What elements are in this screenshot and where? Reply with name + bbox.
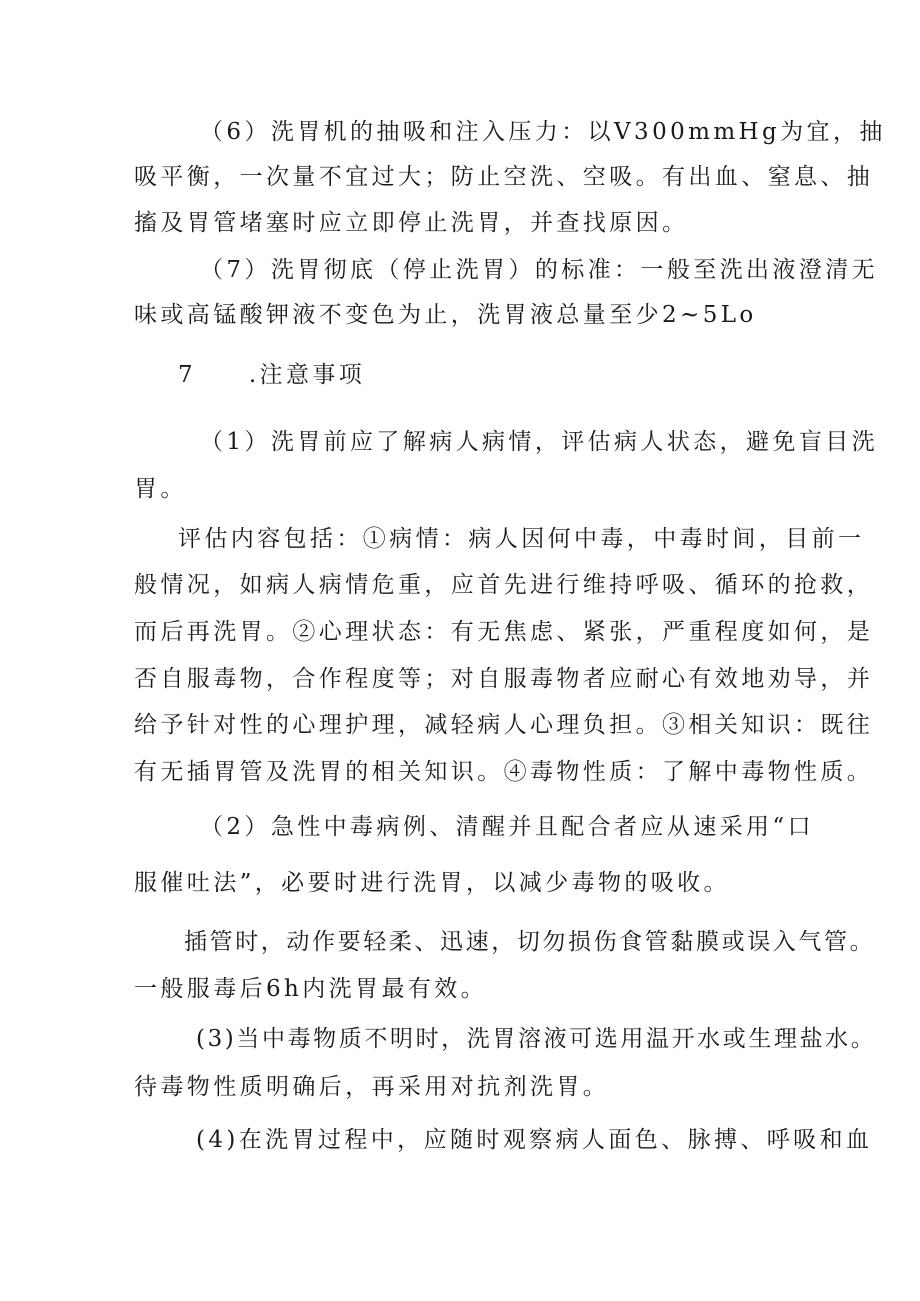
- text-line-20: 待毒物性质明确后，再采用对抗剂洗胃。: [134, 1074, 610, 1100]
- text-line-3: 搐及胃管堵塞时应立即停止洗胃，并查找原因。: [134, 210, 689, 236]
- text-line-14: 有无插胃管及洗胃的相关知识。④毒物性质：了解中毒物性质。: [134, 759, 874, 785]
- section-heading: 7 .注意事项: [178, 362, 366, 388]
- text-line-5: 味或高锰酸钾液不变色为止，洗胃液总量至少2~5Lo: [134, 302, 757, 328]
- text-line-11: 而后再洗胃。②心理状态：有无焦虑、紧张，严重程度如何，是: [134, 619, 874, 645]
- text-line-9: 评估内容包括：①病情：病人因何中毒，中毒时间，目前一: [178, 526, 865, 552]
- text-line-19: (3)当中毒物质不明时，洗胃溶液可选用温开水或生理盐水。: [196, 1026, 877, 1052]
- text-line-4: （7）洗胃彻底（停止洗胃）的标准：一般至洗出液澄清无: [200, 257, 879, 283]
- text-line-8: 胃。: [134, 476, 187, 502]
- text-line-18: 一般服毒后6h内洗胃最有效。: [134, 976, 488, 1002]
- text-line-7: （1）洗胃前应了解病人病情，评估病人状态，避免盲目洗: [200, 429, 879, 455]
- text-line-1: （6）洗胃机的抽吸和注入压力：以V300mmHg为宜，抽: [200, 119, 886, 145]
- text-line-16: 服催吐法”，必要时进行洗胃，以减少毒物的吸收。: [134, 870, 730, 896]
- text-line-15: （2）急性中毒病例、清醒并且配合者应从速采用“口: [200, 814, 814, 840]
- text-line-21: (4)在洗胃过程中，应随时观察病人面色、脉搏、呼吸和血: [196, 1127, 873, 1153]
- text-line-17: 插管时，动作要轻柔、迅速，切勿损伤食管黏膜或误入气管。: [184, 929, 876, 955]
- text-line-10: 般情况，如病人病情危重，应首先进行维持呼吸、循环的抢救，: [134, 572, 874, 598]
- text-line-13: 给予针对性的心理护理，减轻病人心理负担。③相关知识：既往: [134, 712, 874, 738]
- text-line-12: 否自服毒物，合作程度等；对自服毒物者应耐心有效地劝导，并: [134, 666, 874, 692]
- text-line-2: 吸平衡，一次量不宜过大；防止空洗、空吸。有出血、窒息、抽: [134, 164, 874, 190]
